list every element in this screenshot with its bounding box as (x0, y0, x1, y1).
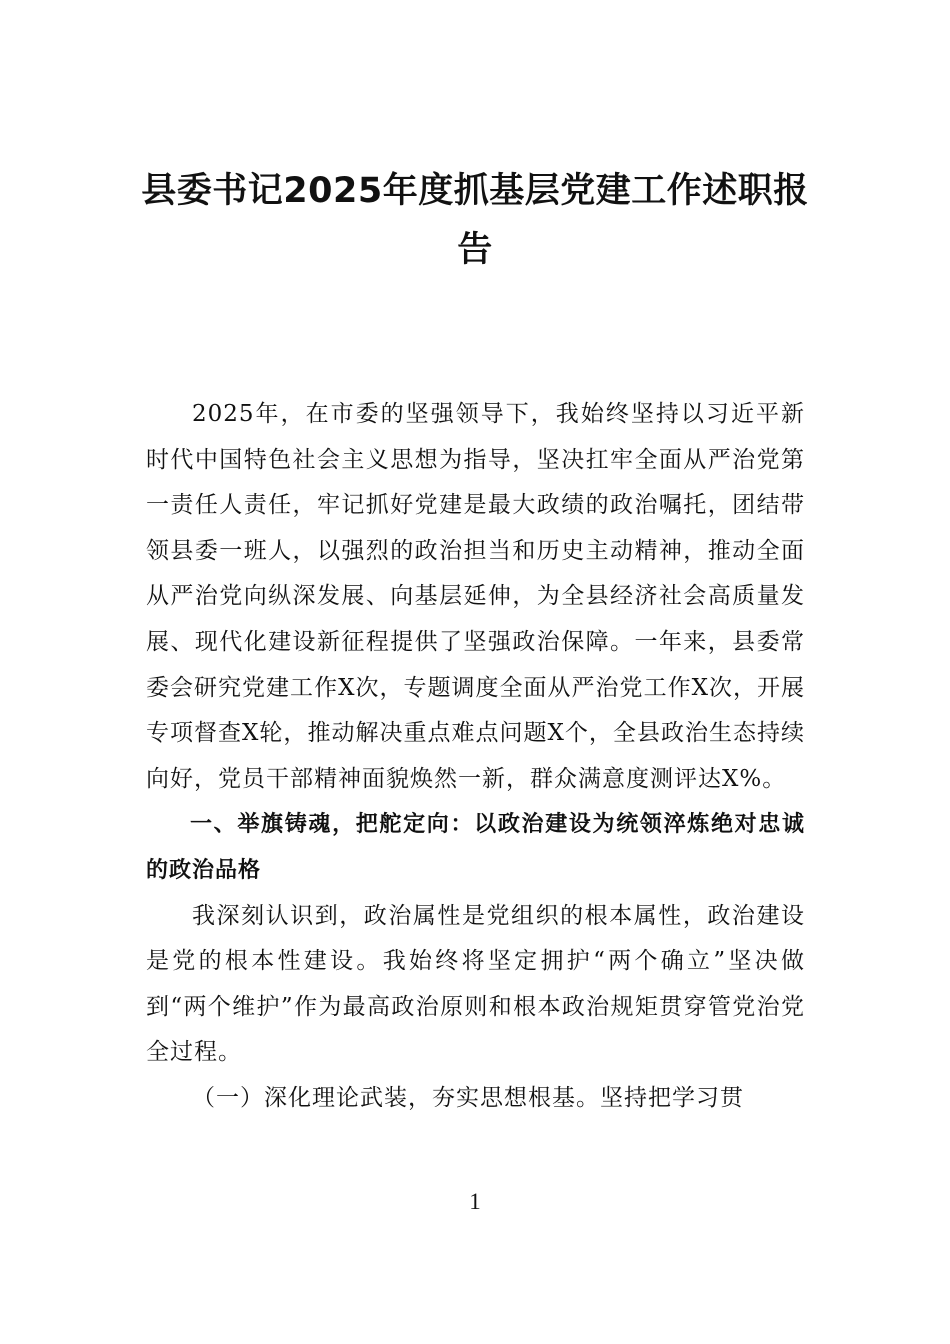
document-title: 县委书记2025年度抓基层党建工作述职报告 (141, 171, 809, 270)
document-body (146, 392, 805, 1122)
page-number: 1 (469, 1189, 481, 1214)
subsection-paragraph: （一）深化理论武装，夯实思想根基。坚持把学习贯 (192, 1084, 744, 1111)
intro-paragraph: 2025年，在市委的坚强领导下，我始终坚持以习近平新时代中国特色社会主义思想为指导，坚决扛牢全面从严治党第一责任人责任，牢记抓好党建是最大政绩的政治嘱托，团结带领县委一班人，以强烈的政治担当和历史主动精神，推动全面从严治党向纵深发展、向基层延伸，为全县经济社会高质量发展、现代化建设新征程提供了坚强政治保障。一年来，县委常委会研究党建工作X次，专题调度全面从严治党工作X次，开展专项督查X轮，推动解决重点难点问题X个，全县政治生态持续向好，党员干部精神面貌焕然一新，群众满意度测评达X%。 (146, 401, 805, 792)
section-heading: 一、举旗铸魂，把舵定向：以政治建设为统领淬炼绝对忠诚的政治品格 (146, 812, 805, 883)
section-paragraph: 我深刻认识到，政治属性是党组织的根本属性，政治建设是党的根本性建设。我始终将坚定拥护“两个确立”坚决做到“两个维护”作为最高政治原则和根本政治规矩贯穿管党治党全过程。 (146, 902, 805, 1066)
